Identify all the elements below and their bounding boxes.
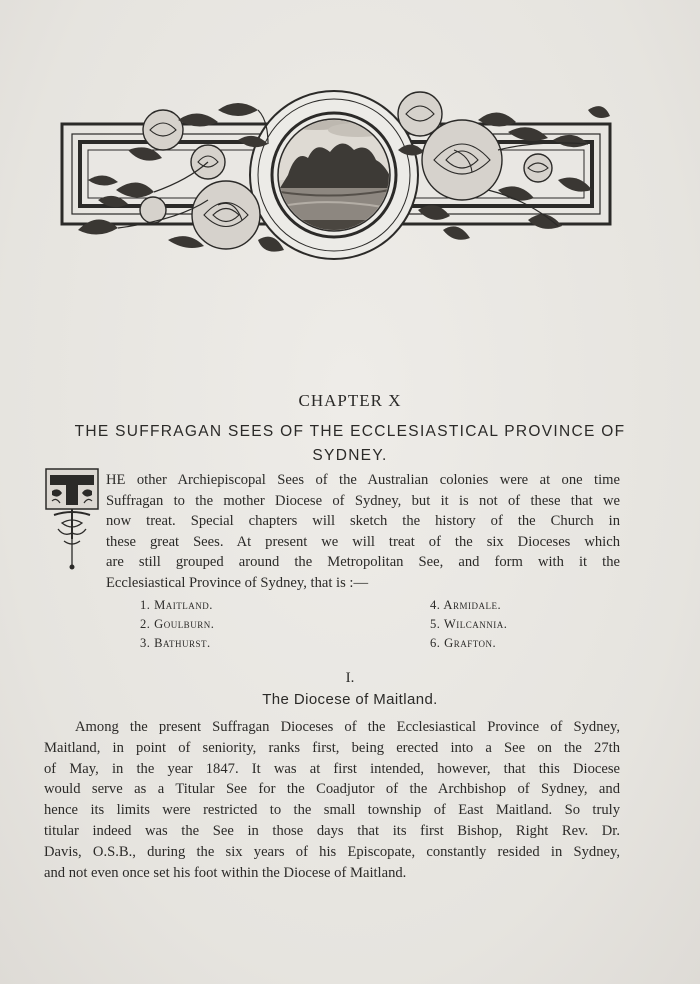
body-line: Among the present Suffragan Dioceses of the Ecclesiastical Province of Sydney,: [75, 719, 620, 735]
intro-line: now treat. Special chapters will sketch the history of the Church in: [106, 513, 620, 529]
header-ornament-roses: [58, 80, 614, 270]
intro-line: HE other Archiepiscopal Sees of the Australian colonies were at one time: [106, 472, 620, 488]
body-line: hence its limits were restricted to the small township of East Maitland. So truly: [44, 802, 620, 819]
list-item: 3. Bathurst.: [140, 636, 211, 650]
intro-line: Ecclesiastical Province of Sydney, that is :—: [106, 574, 369, 591]
chapter-heading: CHAPTER X: [298, 391, 402, 410]
chapter-title: THE SUFFRAGAN SEES OF THE ECCLESIASTICAL PROVINCE OF SYDNEY.: [74, 423, 626, 464]
section-number: I.: [345, 670, 355, 686]
list-item: 1. Maitland.: [140, 598, 213, 612]
body-line: and not even once set his foot within the Diocese of Maitland.: [44, 864, 407, 881]
intro-line: are still grouped around the Metropolitan See, and form with it the: [106, 554, 620, 570]
body-line: titular indeed was the See in those days that its first Bishop, Right Rev. Dr.: [44, 822, 620, 839]
list-item: 4. Armidale.: [430, 598, 502, 612]
body-line: would serve as a Titular See for the Coadjutor of the Archbishop of Sydney, and: [44, 781, 620, 798]
body-line: Maitland, in point of seniority, ranks first, being erected into a See on the 27th: [44, 739, 620, 756]
intro-line: these great Sees. At present we will treat of the six Dioceses which: [106, 533, 620, 550]
intro-paragraph: [106, 470, 620, 593]
body-paragraph: [44, 717, 620, 883]
intro-line: Suffragan to the mother Diocese of Sydney, but it is not of these that we: [106, 492, 620, 509]
list-item: 6. Grafton.: [430, 636, 497, 650]
ornamental-drop-cap-t-icon: [44, 467, 100, 573]
section-title: The Diocese of Maitland.: [262, 691, 438, 708]
body-line: Davis, O.S.B., during the six years of his Episcopate, constantly resided in Sydney,: [44, 843, 620, 860]
body-line: of May, in the year 1847. It was at first intended, however, that this Diocese: [44, 760, 620, 777]
list-item: 5. Wilcannia.: [430, 617, 508, 631]
list-item: 2. Goulburn.: [140, 617, 215, 631]
